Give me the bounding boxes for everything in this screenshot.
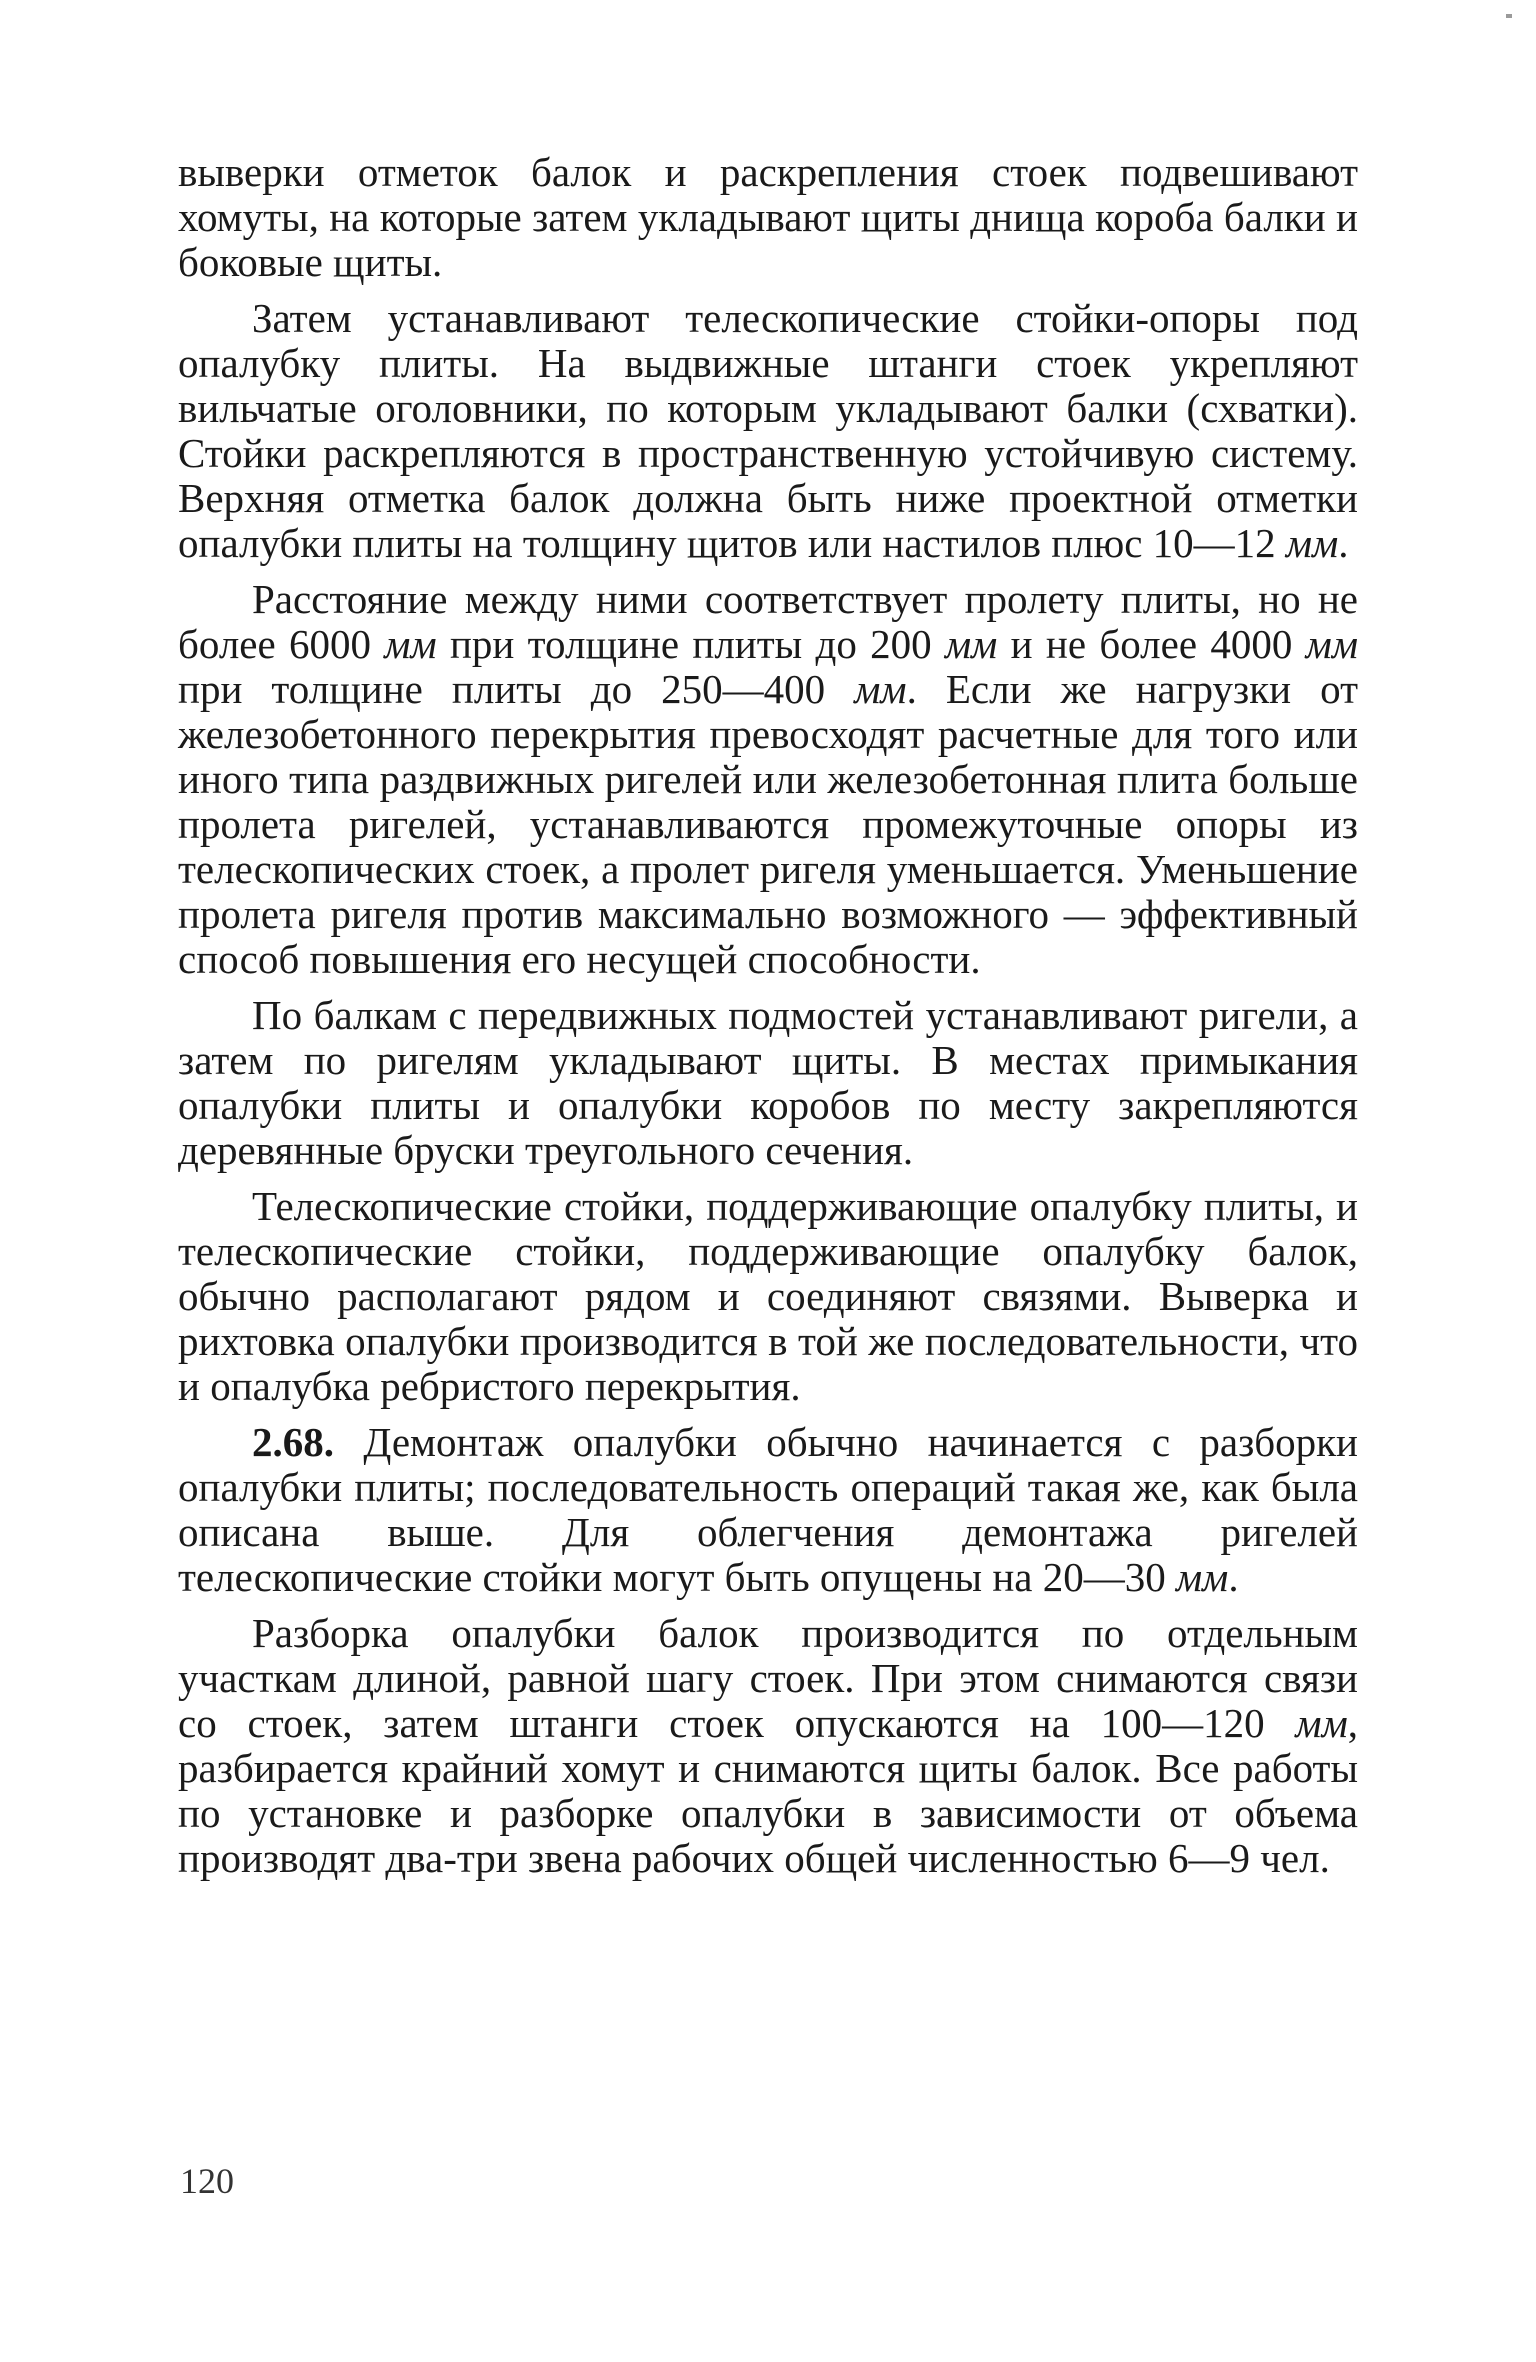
unit-mm: мм (1175, 1554, 1229, 1600)
paragraph-5: Телескопические стойки, поддерживающие опалубку плиты, и телескопические стойки, поддерживающие опалубку балок, обычно располагают рядом и соединяют связями. Выверка и рихтовка опалубки производится в той же последовательности, что и опалубка ребристого перекрытия. (178, 1183, 1358, 1409)
paragraph-6-section-2-68 (178, 1420, 1358, 1600)
unit-mm: мм (384, 621, 437, 667)
unit-mm: мм (945, 621, 998, 667)
paragraph-1: выверки отметок балок и раскрепления стоек подвешивают хомуты, на которые затем укладывают щиты днища короба балки и боковые щиты. (178, 149, 1358, 285)
unit-mm: мм (1305, 621, 1358, 667)
unit-mm: мм (1285, 520, 1339, 566)
paragraph-7: Разборка опалубки балок производится по отдельным участкам длиной, равной шагу стоек. При этом снимаются связи со стоек, затем штанги стоек опускаются на 100—120 мм, разбирается крайний хомут и снимаются щиты балок. Все работы по установке и разборке опалубки в зависимости от объема производят два-три звена рабочих общей численностью 6—9 чел. (178, 1610, 1358, 1881)
section-number: 2.68. (252, 1419, 334, 1465)
paragraph-6-text: Демонтаж опалубки обычно начинается с разборки опалубки плиты; последовательность операций такая же, как была описана выше. Для облегчения демонтажа ригелей телескопические стойки могут быть опущены на 20—30 мм. (178, 1419, 1358, 1600)
scan-edge-mark (1506, 14, 1512, 18)
paragraph-3: Расстояние между ними соответствует пролету плиты, но не более 6000 мм при толщине плиты до 200 мм и не более 4000 мм при толщине плиты до 250—400 мм. Если же нагрузки от железобетонного перекрытия превосходят расчетные для того или иного типа раздвижных ригелей или железобетонная плита больше пролета ригелей, устанавливаются промежуточные опоры из телескопических стоек, а пролет ригеля уменьшается. Уменьшение пролета ригеля против максимально возможного — эффективный способ повышения его несущей способности. (178, 576, 1358, 982)
page-body (178, 150, 1358, 1892)
page-number: 120 (180, 2161, 234, 2201)
unit-mm: мм (854, 666, 907, 712)
paragraph-4: По балкам с передвижных подмостей устанавливают ригели, а затем по ригелям укладывают щиты. В местах примыкания опалубки плиты и опалубки коробов по месту закрепляются деревянные бруски треугольного сечения. (178, 992, 1358, 1173)
paragraph-2: Затем устанавливают телескопические стойки-опоры под опалубку плиты. На выдвижные штанги стоек укрепляют вильчатые оголовники, по которым укладывают балки (схватки). Стойки раскрепляются в пространственную устойчивую систему. Верхняя отметка балок должна быть ниже проектной отметки опалубки плиты на толщину щитов или настилов плюс 10—12 мм. (178, 295, 1358, 566)
unit-mm: мм (1295, 1700, 1348, 1746)
